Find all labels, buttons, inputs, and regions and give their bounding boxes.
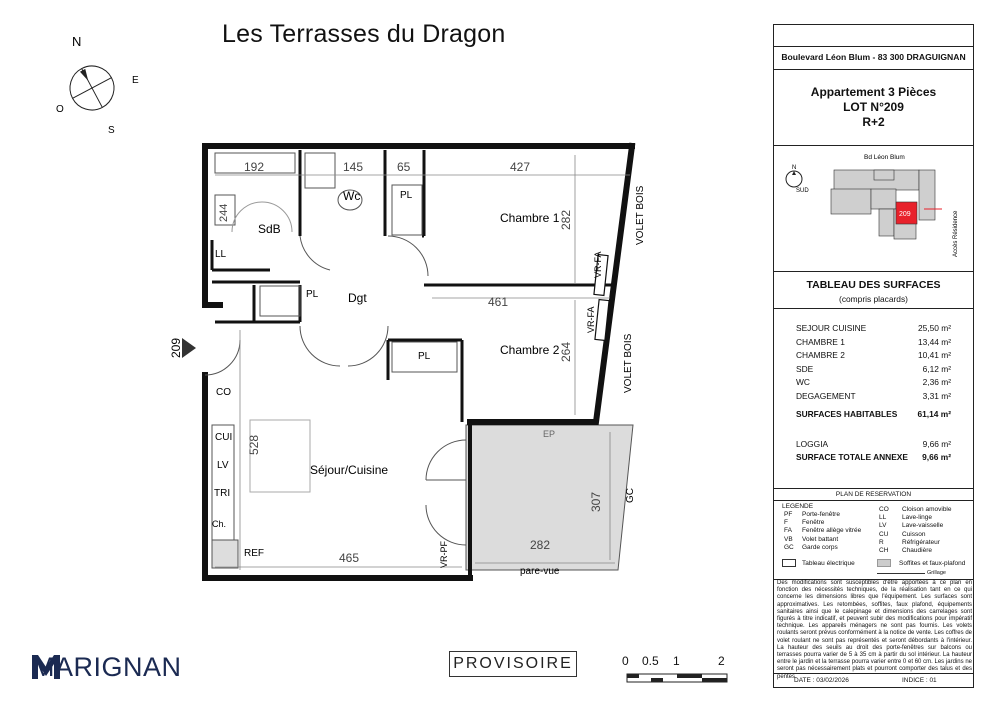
dim-427: 427: [510, 160, 531, 174]
date: DATE : 03/02/2026: [794, 677, 849, 684]
legend-text: Garde corps: [802, 543, 838, 551]
surface-label: WC: [796, 377, 810, 388]
dim-461: 461: [488, 295, 509, 309]
ep-label: EP: [543, 429, 556, 439]
plan-res-title: PLAN DE RESERVATION: [835, 491, 912, 498]
compass-e: E: [132, 75, 139, 86]
fixture-ref: REF: [244, 548, 264, 559]
legend-text: Cuisson: [902, 530, 926, 538]
dim-465: 465: [339, 551, 360, 565]
gc-label: GC: [625, 488, 636, 503]
room-wc: Wc: [343, 189, 361, 203]
logo-text: MARIGNAN: [32, 652, 182, 682]
scale-05: 0.5: [642, 654, 659, 668]
page-title: Les Terrasses du Dragon: [222, 20, 506, 48]
key-plan: [774, 145, 974, 269]
loggia-value: 9,66 m²: [922, 439, 951, 449]
fixture-tri: TRI: [214, 488, 231, 499]
provisoire-stamp: PROVISOIRE: [449, 651, 577, 677]
legend-code: VB: [784, 535, 793, 543]
legend-code: LV: [879, 522, 887, 530]
surface-value: 3,31 m²: [922, 391, 951, 401]
keyplan-sud: SUD: [796, 188, 809, 194]
grillage-line: [877, 573, 925, 574]
room-sejour: Séjour/Cuisine: [310, 463, 389, 477]
keyplan-lot: 209: [899, 211, 911, 218]
legend-text: Volet battant: [802, 535, 839, 543]
scale-2: 2: [718, 654, 725, 668]
pare-vue-label: pare-vue: [520, 566, 560, 577]
legend-text: Réfrigérateur: [902, 538, 940, 546]
compass-n: N: [72, 34, 82, 49]
dim-145: 145: [343, 160, 364, 174]
dim-192: 192: [244, 160, 265, 174]
legend-code: CH: [879, 547, 889, 554]
surface-label: SEJOUR CUISINE: [796, 323, 867, 333]
fixture-pl-dgt: PL: [306, 289, 319, 300]
dim-282a: 282: [559, 209, 573, 230]
legend-text: Lave-linge: [902, 514, 932, 522]
fixture-cui: CUI: [215, 432, 233, 443]
room-chambre1: Chambre 1: [500, 211, 560, 225]
surface-label: SDE: [796, 363, 814, 374]
legend-title: LEGENDE: [782, 503, 814, 510]
indice: INDICE : 01: [902, 677, 937, 684]
fixture-ll: LL: [215, 249, 227, 260]
dim-282b: 282: [530, 538, 551, 552]
keyplan-n: N: [792, 165, 797, 171]
apt-type: Appartement 3 Pièces: [810, 85, 937, 99]
scale-labels: [620, 654, 730, 674]
vr-fa-2: VR-FA: [586, 306, 596, 333]
tableau-elec-icon: [782, 559, 796, 567]
vr-pf: VR-PF: [439, 541, 449, 568]
fixture-pl-wc: PL: [400, 190, 413, 201]
fixture-lv: LV: [217, 460, 229, 471]
volet-bois-1: VOLET BOIS: [635, 185, 646, 245]
compass-s: S: [108, 125, 115, 136]
dim-264: 264: [559, 341, 573, 362]
legend-text: Fenêtre: [802, 519, 825, 527]
vr-fa-1: VR-FA: [593, 251, 603, 278]
legend-text: Fenêtre allège vitrée: [802, 527, 862, 535]
legend-text: Porte-fenêtre: [802, 511, 840, 518]
tableau-elec-label: Tableau électrique: [802, 560, 855, 567]
scale-bar: [625, 672, 735, 686]
annexe-value: 9,66 m²: [922, 452, 951, 462]
grillage-label: Grillage: [927, 570, 946, 576]
hab-value: 61,14 m²: [917, 409, 951, 419]
loggia-label: LOGGIA: [796, 439, 829, 449]
legend-text: Chaudière: [902, 547, 932, 554]
surface-label: DEGAGEMENT: [796, 391, 856, 401]
dim-528: 528: [247, 434, 261, 455]
address: Boulevard Léon Blum - 83 300 DRAGUIGNAN: [781, 52, 966, 62]
fixture-ch: Ch.: [212, 519, 227, 529]
legend-code: F: [784, 519, 788, 527]
surface-value: 6,12 m²: [922, 363, 951, 374]
legend-code: FA: [784, 527, 792, 535]
dim-65: 65: [397, 160, 411, 174]
legend-code: R: [879, 538, 884, 546]
legend-code: PF: [784, 511, 793, 518]
hab-label: SURFACES HABITABLES: [796, 409, 898, 419]
dim-244: 244: [218, 203, 230, 222]
surface-label: CHAMBRE 2: [796, 350, 845, 361]
soffites-label: Soffites et faux-plafond: [899, 560, 966, 567]
scale-0: 0: [622, 654, 629, 668]
compass-o: O: [56, 104, 64, 115]
dim-307: 307: [589, 491, 603, 512]
room-dgt: Dgt: [348, 291, 367, 305]
legend-code: CO: [879, 506, 889, 513]
room-sdb: SdB: [258, 222, 281, 236]
surface-label: CHAMBRE 1: [796, 336, 845, 347]
soffites-swatch: [877, 559, 891, 567]
fixture-pl-ch2: PL: [418, 351, 431, 362]
info-panel: [773, 24, 974, 688]
room-chambre2: Chambre 2: [500, 343, 560, 357]
level: R+2: [862, 115, 885, 129]
keyplan-side: Accès Résidence: [953, 210, 959, 257]
fixture-co: CO: [216, 387, 231, 398]
legend-text: Cloison amovible: [902, 506, 952, 513]
surface-value: 25,50 m²: [917, 323, 951, 333]
surface-value: 13,44 m²: [917, 336, 951, 347]
door-number: 209: [169, 337, 183, 358]
keyplan-street: Bd Léon Blum: [864, 154, 905, 161]
disclaimer-notes: Des modifications sont susceptibles d'être apportées à ce plan en fonction des nécessités techniques, de la réalisation tant en ce qui concerne les dimensions libres que l'équipement. Les surfaces sont approximatives. Les retombées, soffites, faux plafond, équipements sanitaires ainsi que le calepinage et dimensions des carrelages sont figurés à titre indicatif, et peuvent subir des modifications pour impératif technique. Les appareils ménagers ne sont pas fournis. Les volets roulants seront prévus conformément à la notice de vente. Les coffres de volet roulant ne sont pas représentés et seront débordants à l'intérieur. La hauteur des seuils au droit des porte-fenêtres sur balcons ou terrasses pourra varier de 5 à 35 cm à partir du sol intérieur. La hauteur entre le jardin et la terrasse pourra varier entre 0 et 60 cm. Les jardins ne seront pas nécessairement plats et pourront comporter des talus et des pentes.: [777, 580, 972, 680]
surface-value: 10,41 m²: [917, 350, 951, 361]
surfaces-title: TABLEAU DES SURFACES: [806, 279, 941, 291]
surface-value: 2,36 m²: [922, 377, 951, 388]
lot-number: LOT N°209: [843, 100, 904, 114]
surfaces-sub: (compris placards): [839, 294, 908, 304]
volet-bois-2: VOLET BOIS: [623, 333, 634, 393]
marignan-logo: [32, 652, 182, 683]
legend-code: GC: [784, 543, 794, 551]
scale-1: 1: [673, 654, 680, 668]
legend-code: LL: [879, 514, 887, 522]
legend-text: Lave-vaisselle: [902, 522, 944, 530]
annexe-label: SURFACE TOTALE ANNEXE: [796, 452, 908, 462]
legend-code: CU: [879, 530, 889, 538]
